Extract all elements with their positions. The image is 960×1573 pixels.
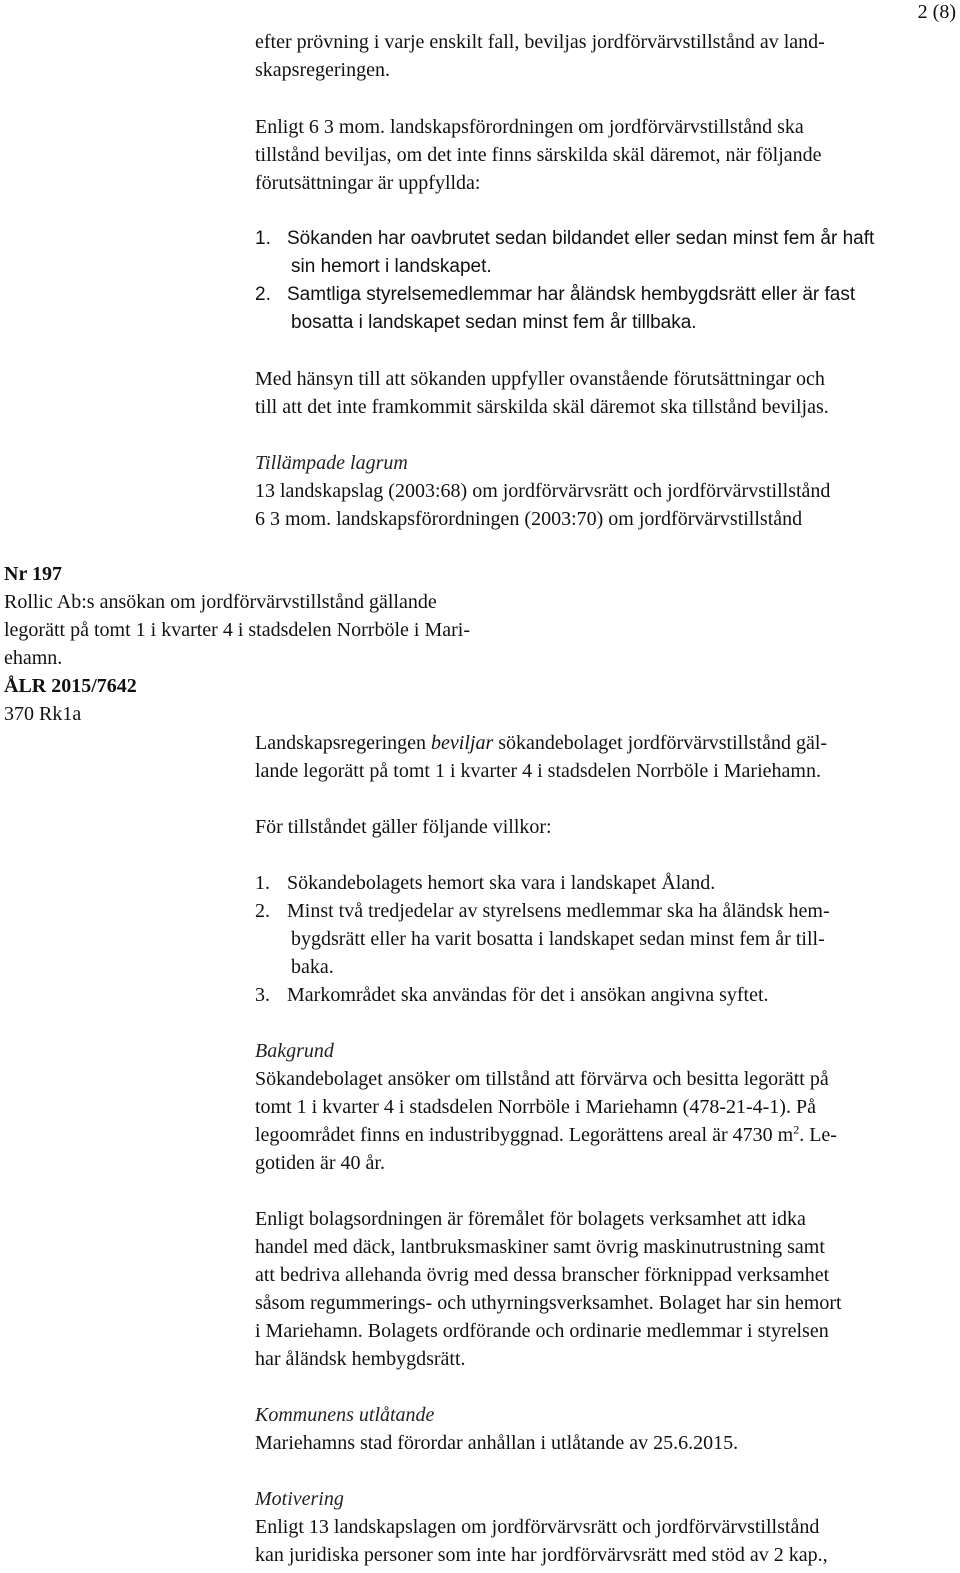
text-line: 13 landskapslag (2003:68) om jordförvärvsrätt och jordförvärvstillstånd	[255, 480, 831, 502]
text-line: tillstånd beviljas, om det inte finns särskilda skäl däremot, när följande	[255, 144, 822, 166]
list-number: 3.	[255, 984, 270, 1006]
list-number: 2.	[255, 900, 270, 922]
text-line: handel med däck, lantbruksmaskiner samt övrig maskinutrustning samt	[255, 1236, 825, 1258]
text-line: Mariehamns stad förordar anhållan i utlåtande av 25.6.2015.	[255, 1432, 739, 1454]
text-line: förutsättningar är uppfyllda:	[255, 172, 481, 194]
list-item-line: baka.	[291, 956, 334, 978]
text-line: att bedriva allehanda övrig med dessa branscher förknippad verksamhet	[255, 1264, 830, 1286]
list-number: 2.	[255, 284, 271, 305]
list-item-line: Markområdet ska användas för det i ansökan angivna syftet.	[287, 984, 769, 1006]
list-item-line: Sökanden har oavbrutet sedan bildandet eller sedan minst fem år haft	[287, 228, 875, 249]
text-line: gotiden är 40 år.	[255, 1152, 385, 1174]
text-span: . Le-	[799, 1124, 837, 1146]
list-item-line: bygdsrätt eller ha varit bosatta i landskapet sedan minst fem år till-	[291, 928, 825, 950]
text-line: skapsregeringen.	[255, 59, 390, 81]
text-line: till att det inte framkommit särskilda skäl däremot ska tillstånd beviljas.	[255, 396, 829, 418]
section-heading: Tillämpade lagrum	[255, 452, 408, 474]
case-title-line: ehamn.	[4, 647, 63, 669]
text-line: 6 3 mom. landskapsförordningen (2003:70) om jordförvärvstillstånd	[255, 508, 803, 530]
case-number: Nr 197	[4, 563, 62, 585]
list-item-line: sin hemort i landskapet.	[291, 256, 492, 277]
text-line: lande legorätt på tomt 1 i kvarter 4 i stadsdelen Norrböle i Mariehamn.	[255, 760, 821, 782]
text-line: Med hänsyn till att sökanden uppfyller ovanstående förutsättningar och	[255, 368, 825, 390]
text-line: Enligt bolagsordningen är föremålet för bolagets verksamhet att idka	[255, 1208, 806, 1230]
text-line: tomt 1 i kvarter 4 i stadsdelen Norrböle i Mariehamn (478-21-4-1). På	[255, 1096, 816, 1118]
text-line: i Mariehamn. Bolagets ordförande och ordinarie medlemmar i styrelsen	[255, 1320, 829, 1342]
text-line: såsom regummerings- och uthyrningsverksamhet. Bolaget har sin hemort	[255, 1292, 842, 1314]
case-title-line: Rollic Ab:s ansökan om jordförvärvstillstånd gällande	[4, 591, 437, 613]
page-number: 2 (8)	[917, 1, 956, 23]
text-line: Enligt 6 3 mom. landskapsförordningen om jordförvärvstillstånd ska	[255, 116, 804, 138]
list-number: 1.	[255, 872, 270, 894]
section-heading: Motivering	[255, 1488, 344, 1510]
case-reference: ÅLR 2015/7642	[4, 675, 137, 697]
section-heading: Bakgrund	[255, 1040, 334, 1062]
list-number: 1.	[255, 228, 271, 249]
list-item-line: Minst två tredjedelar av styrelsens medlemmar ska ha åländsk hem-	[287, 900, 830, 922]
decision-verb: beviljar	[431, 732, 494, 754]
superscript: 2	[793, 1122, 800, 1137]
text-line: kan juridiska personer som inte har jordförvärvsrätt med stöd av 2 kap.,	[255, 1544, 828, 1566]
text-line: Enligt 13 landskapslagen om jordförvärvsrätt och jordförvärvstillstånd	[255, 1516, 820, 1538]
section-heading: Kommunens utlåtande	[255, 1404, 435, 1426]
case-code: 370 Rk1a	[4, 703, 82, 725]
text-line: efter prövning i varje enskilt fall, beviljas jordförvärvstillstånd av land-	[255, 31, 825, 53]
text-line	[255, 729, 827, 757]
text-span: legoområdet finns en industribyggnad. Legorättens areal är 4730 m	[255, 1124, 794, 1146]
text-span: sökandebolaget jordförvärvstillstånd gäl-	[493, 732, 828, 754]
case-title-line: legorätt på tomt 1 i kvarter 4 i stadsdelen Norrböle i Mari-	[4, 619, 470, 641]
list-item-line: Sökandebolagets hemort ska vara i landskapet Åland.	[287, 872, 716, 894]
text-line	[255, 1121, 837, 1149]
conditions-intro: För tillståndet gäller följande villkor:	[255, 816, 552, 838]
list-item-line: bosatta i landskapet sedan minst fem år tillbaka.	[291, 312, 697, 333]
list-item-line: Samtliga styrelsemedlemmar har åländsk hembygdsrätt eller är fast	[287, 284, 856, 305]
text-span: Landskapsregeringen	[255, 732, 432, 754]
text-line: har åländsk hembygdsrätt.	[255, 1348, 466, 1370]
text-line: Sökandebolaget ansöker om tillstånd att förvärva och besitta legorätt på	[255, 1068, 829, 1090]
